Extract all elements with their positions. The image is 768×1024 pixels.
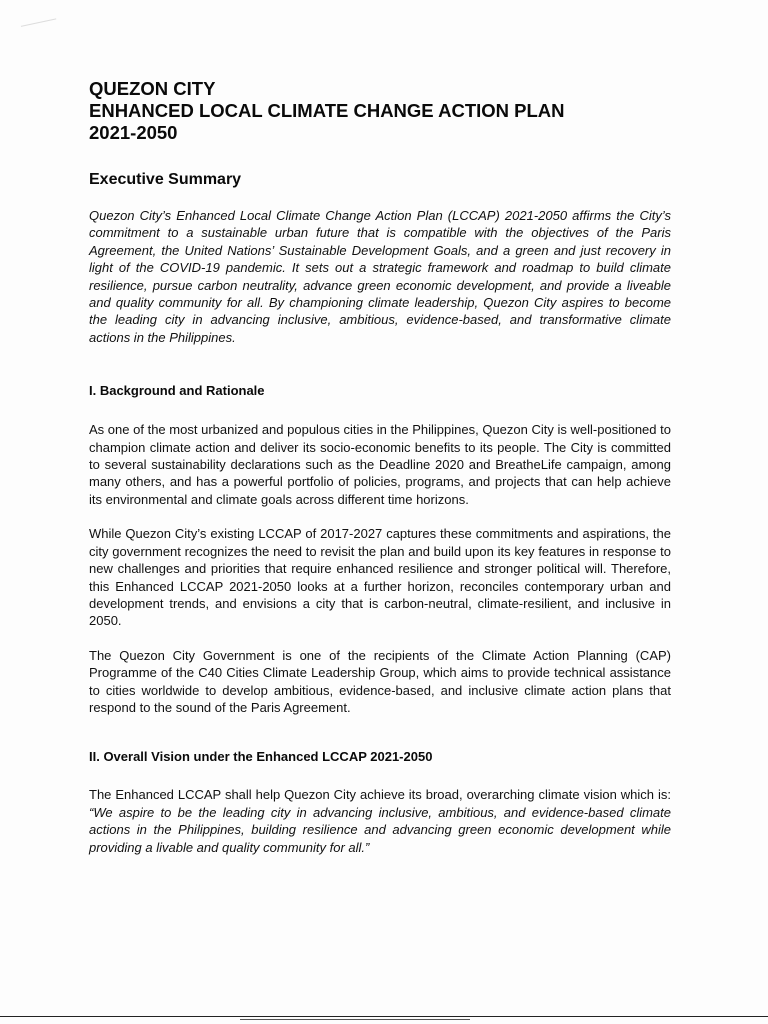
title-line-years: 2021-2050 xyxy=(89,122,178,143)
scan-artifact xyxy=(21,18,59,40)
title-line-city: QUEZON CITY xyxy=(89,78,216,99)
vision-paragraph xyxy=(89,786,671,856)
executive-summary-text: Quezon City’s Enhanced Local Climate Change Action Plan (LCCAP) 2021-2050 affirms the City’s commitment to a sustainable urban future that is compatible with the objectives of the Paris Agreement, the United Nations’ Sustainable Development Goals, and a green and just recovery in light of the COVID-19 pandemic. It sets out a strategic framework and roadmap to build climate resilience, pursue carbon neutrality, advance green economic development, and provide a liveable and quality community for all. By championing climate leadership, Quezon City aspires to become the leading city in advancing inclusive, ambitious, evidence-based, and transformative climate actions in the Philippines. xyxy=(89,208,671,345)
document-title xyxy=(89,78,671,144)
vision-intro: The Enhanced LCCAP shall help Quezon City achieve its broad, overarching climate vision which is: xyxy=(89,787,671,803)
vision-quote: “We aspire to be the leading city in advancing inclusive, ambitious, and evidence-based climate actions in the Philippines, building resilience and advancing green economic development while providing a livable and quality community for all.” xyxy=(89,804,671,855)
footer-rule xyxy=(0,1016,768,1017)
title-line-plan: ENHANCED LOCAL CLIMATE CHANGE ACTION PLAN xyxy=(89,100,565,121)
background-paragraph-2: While Quezon City’s existing LCCAP of 2017-2027 captures these commitments and aspirations, the city government recognizes the need to revisit the plan and build upon its key features in response to new challenges and priorities that require enhanced resilience and stronger political will. Therefore, this Enhanced LCCAP 2021-2050 looks at a further horizon, reconciles contemporary urban and development trends, and envisions a city that is carbon-neutral, climate-resilient, and inclusive in 2050. xyxy=(89,526,671,629)
background-heading: I. Background and Rationale xyxy=(89,383,265,399)
vision-heading: II. Overall Vision under the Enhanced LCCAP 2021-2050 xyxy=(89,749,433,765)
executive-summary-heading: Executive Summary xyxy=(89,171,242,188)
background-paragraph-1: As one of the most urbanized and populous cities in the Philippines, Quezon City is well-positioned to champion climate action and deliver its socio-economic benefits to its people. The City is committed to several sustainability declarations such as the Deadline 2020 and BreatheLife campaign, among many others, and has a powerful portfolio of policies, programs, and projects that can help achieve its environmental and climate goals across different time horizons. xyxy=(89,422,671,507)
footer-rule-secondary xyxy=(240,1019,470,1020)
document-body xyxy=(89,78,671,856)
background-paragraph-3: The Quezon City Government is one of the recipients of the Climate Action Planning (CAP) Programme of the C40 Cities Climate Leadership Group, which aims to provide technical assistance to cities worldwide to develop ambitious, evidence-based, and inclusive climate action plans that respond to the sound of the Paris Agreement. xyxy=(89,647,671,715)
